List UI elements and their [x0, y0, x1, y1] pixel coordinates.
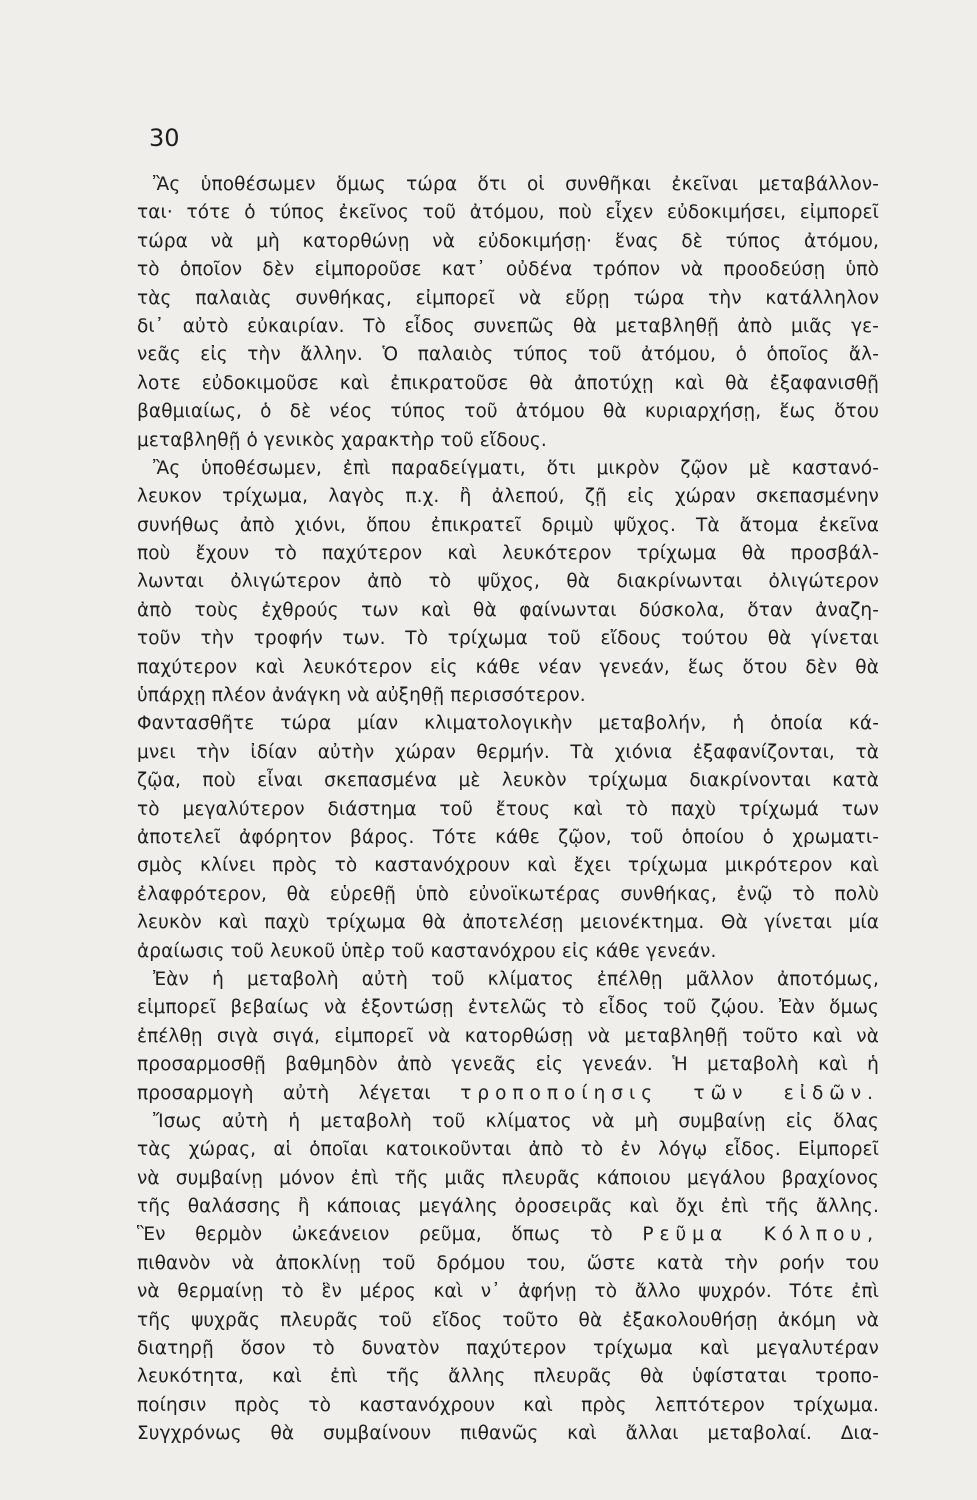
- text-line: Συγχρόνως θὰ συμβαίνουν πιθανῶς καὶ ἄλλαι μεταβολαί. Δια-: [137, 1423, 879, 1445]
- text-line: λοτε εὐδοκιμοῦσε καὶ ἐπικρατοῦσε θὰ ἀποτύχῃ καὶ θὰ ἐξαφανισθῇ: [137, 372, 879, 394]
- text-line: ἀποτελεῖ ἀφόρητον βάρος. Τότε κάθε ζῷον, τοῦ ὁποίου ὁ χρωματι-: [137, 826, 879, 848]
- text-line: ἀραίωσις τοῦ λευκοῦ ὑπὲρ τοῦ καστανόχρου εἰς κάθε γενεάν.: [137, 940, 717, 962]
- text-line: τῆς ψυχρᾶς πλευρᾶς τοῦ εἴδος τοῦτο θὰ ἐξακολουθήσῃ ἀκόμη νὰ: [137, 1309, 879, 1331]
- spaced-term: τροποποίησις τῶν εἰδῶν.: [460, 1082, 880, 1104]
- text-line: τὰς παλαιὰς συνθήκας, εἰμπορεῖ νὰ εὕρῃ τώρα τὴν κατάλληλον: [137, 287, 879, 309]
- spaced-term: Ρεῦμα Κόλπου,: [642, 1224, 880, 1246]
- text-line: νὰ θερμαίνῃ τὸ ἓν μέρος καὶ ν᾽ ἀφήνῃ τὸ ἄλλο ψυχρόν. Τότε ἐπὶ: [137, 1281, 879, 1303]
- text-line: ἐλαφρότερον, θὰ εὑρεθῇ ὑπὸ εὐνοϊκωτέρας συνθήκας, ἐνῷ τὸ πολὺ: [137, 883, 879, 905]
- text-line: Ἐὰν ἡ μεταβολὴ αὐτὴ τοῦ κλίματος ἐπέλθῃ μᾶλλον ἀποτόμως,: [153, 968, 879, 990]
- text-line: λωνται ὀλιγώτερον ἀπὸ τὸ ψῦχος, θὰ διακρίνωνται ὀλιγώτερον: [137, 571, 879, 593]
- text-line: τώρα νὰ μὴ κατορθώνῃ νὰ εὐδοκιμήσῃ· ἕνας δὲ τύπος ἀτόμου,: [137, 230, 879, 252]
- text-line: ποίησιν πρὸς τὸ καστανόχρουν καὶ πρὸς λεπτότερον τρίχωμα.: [137, 1394, 879, 1416]
- text-line: ἐπέλθῃ σιγὰ σιγά, εἰμπορεῖ νὰ κατορθώσῃ νὰ μεταβληθῇ τοῦτο καὶ νὰ: [137, 1025, 879, 1047]
- line-fragment: Ἓν θερμὸν ὠκεάνειον ρεῦμα, ὅπως τὸ: [137, 1224, 613, 1246]
- text-line: ἀπὸ τοὺς ἐχθρούς των καὶ θὰ φαίνωνται δύσκολα, ὅταν ἀναζη-: [137, 599, 879, 621]
- text-line: μνει τὴν ἰδίαν αὐτὴν χώραν θερμήν. Τὰ χιόνια ἐξαφανίζονται, τὰ: [137, 741, 879, 763]
- text-line: δι᾽ αὐτὸ εὐκαιρίαν. Τὸ εἶδος συνεπῶς θὰ μεταβληθῇ ἀπὸ μιᾶς γε-: [137, 315, 879, 337]
- text-line: τοῦν τὴν τροφήν των. Τὸ τρίχωμα τοῦ εἴδους τούτου θὰ γίνεται: [137, 628, 879, 650]
- text-line: εἰμπορεῖ βεβαίως νὰ ἐξοντώσῃ ἐντελῶς τὸ εἶδος τοῦ ζῴου. Ἐὰν ὅμως: [137, 997, 879, 1019]
- text-line: ζῷα, ποὺ εἶναι σκεπασμένα μὲ λευκὸν τρίχωμα διακρίνονται κατὰ: [137, 770, 879, 792]
- text-line: Ἴσως αὐτὴ ἡ μεταβολὴ τοῦ κλίματος νὰ μὴ συμβαίνῃ εἰς ὅλας: [153, 1110, 879, 1132]
- text-line: νεᾶς εἰς τὴν ἄλλην. Ὁ παλαιὸς τύπος τοῦ ἀτόμου, ὁ ὁποῖος ἄλ-: [137, 344, 879, 366]
- text-line: Ἂς ὑποθέσωμεν, ἐπὶ παραδείγματι, ὅτι μικρὸν ζῷον μὲ καστανό-: [153, 457, 879, 479]
- text-line: προσαρμοσθῇ βαθμηδὸν ἀπὸ γενεᾶς εἰς γενεάν. Ἡ μεταβολὴ καὶ ἡ: [137, 1054, 879, 1076]
- text-line: ὑπάρχῃ πλέον ἀνάγκη νὰ αὐξηθῇ περισσότερον.: [137, 685, 586, 707]
- text-line: συνήθως ἀπὸ χιόνι, ὅπου ἐπικρατεῖ δριμὺ ψῦχος. Τὰ ἄτομα ἐκεῖνα: [137, 514, 879, 536]
- text-line: [137, 1221, 879, 1249]
- text-line: νὰ συμβαίνῃ μόνον ἐπὶ τῆς μιᾶς πλευρᾶς κάποιου μεγάλου βραχίονος: [137, 1167, 879, 1189]
- text-line: Φαντασθῆτε τώρα μίαν κλιματολογικὴν μεταβολήν, ἡ ὁποία κά-: [137, 713, 879, 735]
- text-line: σμὸς κλίνει πρὸς τὸ καστανόχρουν καὶ ἔχει τρίχωμα μικρότερον καὶ: [137, 855, 879, 877]
- text-line: ποὺ ἔχουν τὸ παχύτερον καὶ λευκότερον τρίχωμα θὰ προσβάλ-: [137, 543, 879, 565]
- text-line: παχύτερον καὶ λευκότερον εἰς κάθε νέαν γενεάν, ἕως ὅτου δὲν θὰ: [137, 656, 879, 678]
- body-text: [137, 171, 879, 1449]
- text-line: λευκὸν καὶ παχὺ τρίχωμα θὰ ἀποτελέσῃ μειονέκτημα. Θὰ γίνεται μία: [137, 912, 879, 934]
- text-line: λευκότητα, καὶ ἐπὶ τῆς ἄλλης πλευρᾶς θὰ ὑφίσταται τροπο-: [137, 1366, 879, 1388]
- text-line: [137, 1080, 879, 1108]
- text-line: ται· τότε ὁ τύπος ἐκεῖνος τοῦ ἀτόμου, ποὺ εἶχεν εὐδοκιμήσει, εἰμπορεῖ: [137, 202, 879, 224]
- text-line: τὰς χώρας, αἱ ὁποῖαι κατοικοῦνται ἀπὸ τὸ ἐν λόγῳ εἶδος. Εἰμπορεῖ: [137, 1139, 879, 1161]
- line-fragment: προσαρμογὴ αὐτὴ λέγεται: [137, 1082, 431, 1104]
- text-line: μεταβληθῇ ὁ γενικὸς χαρακτὴρ τοῦ εἴδους.: [137, 429, 547, 451]
- page-number: 30: [149, 124, 180, 152]
- text-line: διατηρῇ ὅσον τὸ δυνατὸν παχύτερον τρίχωμα καὶ μεγαλυτέραν: [137, 1338, 879, 1360]
- text-line: τὸ ὁποῖον δὲν εἰμποροῦσε κατ᾽ οὐδένα τρόπον νὰ προοδεύσῃ ὑπὸ: [137, 259, 879, 281]
- text-line: πιθανὸν νὰ ἀποκλίνῃ τοῦ δρόμου του, ὥστε κατὰ τὴν ροήν του: [137, 1252, 879, 1274]
- text-line: τῆς θαλάσσης ἢ κάποιας μεγάλης ὀροσειρᾶς καὶ ὄχι ἐπὶ τῆς ἄλλης.: [137, 1196, 879, 1218]
- text-line: τὸ μεγαλύτερον διάστημα τοῦ ἔτους καὶ τὸ παχὺ τρίχωμά των: [137, 798, 879, 820]
- text-line: Ἂς ὑποθέσωμεν ὅμως τώρα ὅτι οἱ συνθῆκαι ἐκεῖναι μεταβάλλον-: [153, 174, 879, 195]
- text-line: λευκον τρίχωμα, λαγὸς π.χ. ἢ ἀλεπού, ζῇ εἰς χώραν σκεπασμένην: [137, 486, 879, 508]
- text-line: βαθμιαίως, ὁ δὲ νέος τύπος τοῦ ἀτόμου θὰ κυριαρχήσῃ, ἕως ὅτου: [137, 401, 879, 423]
